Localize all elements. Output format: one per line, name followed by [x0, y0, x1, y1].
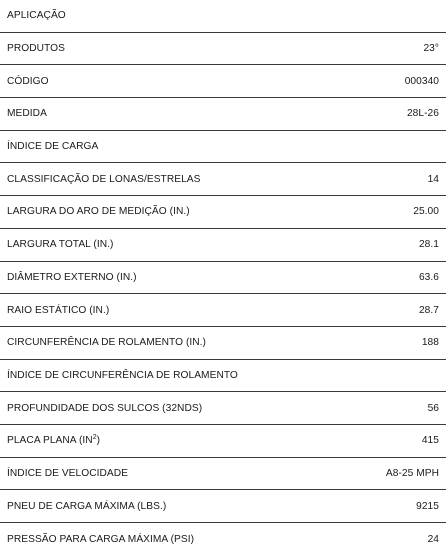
spec-row-circunferencia-rolamento — [0, 327, 446, 360]
spec-value: 14 — [427, 173, 439, 185]
spec-value: 63.6 — [418, 271, 439, 283]
spec-row-indice-velocidade — [0, 458, 446, 491]
spec-label-main: PLACA PLANA (IN — [7, 435, 93, 447]
spec-row-largura-total — [0, 229, 446, 262]
spec-row-aplicacao — [0, 0, 446, 33]
spec-label: CÓDIGO — [7, 75, 49, 87]
spec-label: MEDIDA — [7, 108, 47, 120]
spec-label: LARGURA DO ARO DE MEDIÇÃO (IN.) — [7, 206, 190, 218]
spec-row-indice-circunferencia — [0, 360, 446, 393]
spec-label: ÍNDICE DE CARGA — [7, 141, 99, 153]
spec-value: 56 — [427, 402, 439, 414]
spec-row-placa-plana — [0, 425, 446, 458]
spec-label: LARGURA TOTAL (IN.) — [7, 239, 114, 251]
spec-value: 28.1 — [418, 239, 439, 251]
spec-label: RAIO ESTÁTICO (IN.) — [7, 304, 110, 316]
spec-value: 28L-26 — [406, 108, 439, 120]
spec-value: 25.00 — [413, 206, 439, 218]
spec-label: ÍNDICE DE VELOCIDADE — [7, 467, 129, 479]
spec-row-largura-aro — [0, 196, 446, 229]
spec-value: 000340 — [404, 75, 439, 87]
spec-row-codigo — [0, 65, 446, 98]
spec-value: A8-25 MPH — [385, 467, 439, 479]
spec-row-pressao-carga-maxima — [0, 523, 446, 556]
spec-row-pneu-carga-maxima — [0, 490, 446, 523]
spec-value: 28.7 — [418, 304, 439, 316]
spec-row-indice-de-carga — [0, 131, 446, 164]
spec-label: APLICAÇÃO — [7, 10, 66, 22]
spec-label: ÍNDICE DE CIRCUNFERÊNCIA DE ROLAMENTO — [7, 369, 238, 381]
spec-row-medida — [0, 98, 446, 131]
spec-value: 24 — [427, 533, 439, 545]
spec-row-profundidade-sulcos — [0, 392, 446, 425]
spec-label: PRODUTOS — [7, 43, 65, 55]
spec-label — [7, 435, 100, 446]
spec-value: 415 — [421, 435, 439, 447]
spec-label-end: ) — [96, 435, 101, 447]
spec-label: CIRCUNFERÊNCIA DE ROLAMENTO (IN.) — [7, 337, 207, 349]
spec-value: 23° — [423, 43, 439, 55]
spec-value: 188 — [421, 337, 439, 349]
spec-label: PROFUNDIDADE DOS SULCOS (32NDS) — [7, 402, 203, 414]
spec-row-raio-estatico — [0, 294, 446, 327]
spec-label: PNEU DE CARGA MÁXIMA (LBS.) — [7, 500, 167, 512]
spec-label-superscript: 2 — [92, 434, 97, 442]
spec-value: 9215 — [416, 500, 439, 512]
spec-label: DIÂMETRO EXTERNO (IN.) — [7, 271, 137, 283]
spec-row-classificacao-lonas — [0, 163, 446, 196]
spec-row-diametro-externo — [0, 262, 446, 295]
spec-row-produtos — [0, 33, 446, 66]
spec-label: PRESSÃO PARA CARGA MÁXIMA (PSI) — [7, 533, 195, 545]
spec-label: CLASSIFICAÇÃO DE LONAS/ESTRELAS — [7, 173, 201, 185]
